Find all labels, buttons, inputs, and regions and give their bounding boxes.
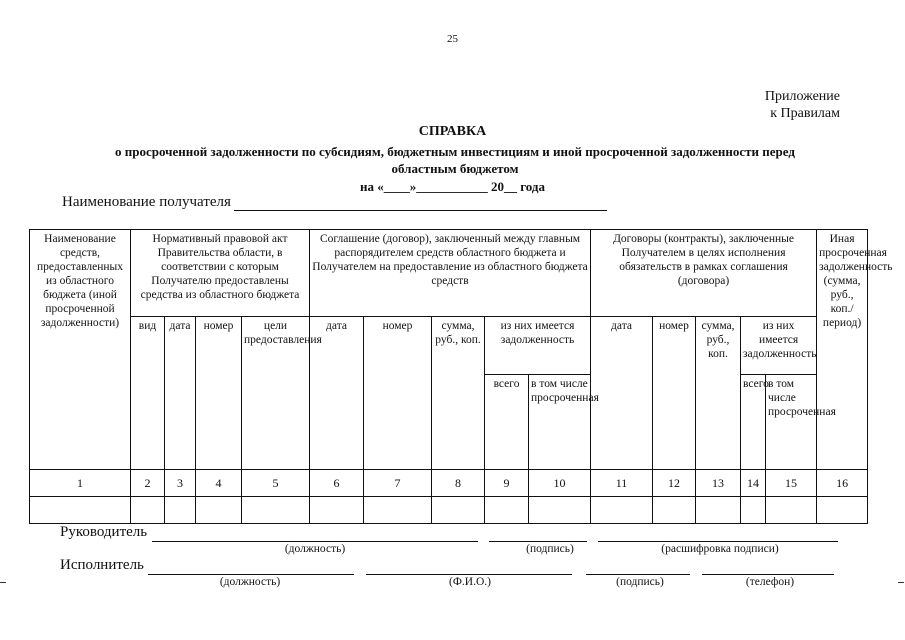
data-cell[interactable]	[165, 497, 196, 524]
executor-fullname-field[interactable]	[366, 574, 572, 575]
executor-phone-caption: (телефон)	[745, 576, 795, 588]
executor-position-caption: (должность)	[219, 576, 281, 588]
head-name-field[interactable]	[598, 541, 838, 542]
page-number: 25	[447, 33, 458, 45]
data-cell[interactable]	[485, 497, 529, 524]
column-number: 11	[591, 470, 653, 497]
column-number: 2	[131, 470, 165, 497]
column-number: 7	[364, 470, 432, 497]
data-cell[interactable]	[696, 497, 741, 524]
column-number: 6	[310, 470, 364, 497]
contracts-group-header: Договоры (контракты), заключенные Получателем в целях исполнения обязательств в рамках соглашения (договора)	[591, 230, 817, 317]
head-name-caption: (расшифровка подписи)	[661, 543, 779, 555]
recipient-label: Наименование получателя	[62, 194, 231, 210]
data-cell[interactable]	[653, 497, 696, 524]
head-label: Руководитель	[60, 524, 148, 540]
column-number: 9	[485, 470, 529, 497]
agreement-debt-total-header: всего	[485, 375, 529, 470]
data-cell[interactable]	[766, 497, 817, 524]
contract-debt-total-header: всего	[741, 375, 766, 470]
data-cell[interactable]	[529, 497, 591, 524]
act-purpose-header: цели предоставления	[242, 317, 310, 470]
agreement-date-header: дата	[310, 317, 364, 470]
document-subtitle: о просроченной задолженности по субсидиям, бюджетным инвестициям и иной просроченной задолженности перед областным бюджетом	[115, 144, 795, 176]
data-cell[interactable]	[817, 497, 868, 524]
column-number: 16	[817, 470, 868, 497]
data-cell[interactable]	[364, 497, 432, 524]
executor-fullname-caption: (Ф.И.О.)	[449, 576, 491, 588]
data-cell[interactable]	[741, 497, 766, 524]
executor-signature-field[interactable]	[586, 574, 690, 575]
column-number: 8	[432, 470, 485, 497]
table-row[interactable]	[30, 497, 868, 524]
act-type-header: вид	[131, 317, 165, 470]
executor-label: Исполнитель	[60, 557, 144, 573]
col-name-header: Наименование средств, предоставленных из областного бюджета (иной просроченной задолженности)	[30, 230, 131, 470]
column-number: 5	[242, 470, 310, 497]
data-cell[interactable]	[242, 497, 310, 524]
column-number: 15	[766, 470, 817, 497]
contract-debt-overdue-header: в том числе просроченная	[766, 375, 817, 470]
debt-table	[29, 229, 893, 524]
data-cell[interactable]	[310, 497, 364, 524]
column-number: 10	[529, 470, 591, 497]
contract-debt-header: из них имеется задолженность	[741, 317, 817, 375]
column-number: 1	[30, 470, 131, 497]
contract-sum-header: сумма, руб., коп.	[696, 317, 741, 470]
column-number: 12	[653, 470, 696, 497]
contract-number-header: номер	[653, 317, 696, 470]
column-numbers-row	[30, 470, 868, 497]
column-number: 4	[196, 470, 242, 497]
contract-date-header: дата	[591, 317, 653, 470]
crop-mark	[898, 582, 904, 583]
agreement-number-header: номер	[364, 317, 432, 470]
column-number: 14	[741, 470, 766, 497]
document-title: СПРАВКА	[418, 124, 487, 139]
data-cell[interactable]	[30, 497, 131, 524]
agreement-group-header: Соглашение (договор), заключенный между главным распорядителем средств областного бюджета и Получателем на предоставление из областного бюджета средств	[310, 230, 591, 317]
data-cell[interactable]	[591, 497, 653, 524]
column-number: 13	[696, 470, 741, 497]
data-cell[interactable]	[432, 497, 485, 524]
agreement-sum-header: сумма, руб., коп.	[432, 317, 485, 470]
recipient-field[interactable]	[234, 210, 607, 211]
head-position-caption: (должность)	[284, 543, 346, 555]
data-cell[interactable]	[196, 497, 242, 524]
other-debt-header: Иная просроченная задолженность (сумма, руб., коп./период)	[817, 230, 868, 470]
date-line: на «____»___________ 20__ года	[359, 179, 546, 194]
agreement-debt-overdue-header: в том числе просроченная	[529, 375, 591, 470]
crop-mark	[0, 582, 6, 583]
head-signature-caption: (подпись)	[526, 543, 574, 555]
data-cell[interactable]	[131, 497, 165, 524]
act-date-header: дата	[165, 317, 196, 470]
head-position-field[interactable]	[152, 541, 478, 542]
column-number: 3	[165, 470, 196, 497]
executor-position-field[interactable]	[148, 574, 354, 575]
appendix-note: Приложение к Правилам	[764, 89, 840, 121]
head-signature-field[interactable]	[489, 541, 587, 542]
agreement-debt-header: из них имеется задолженность	[485, 317, 591, 375]
act-group-header: Нормативный правовой акт Правительства области, в соответствии с которым Получателю предоставлены средства из областного бюджета	[131, 230, 310, 317]
act-number-header: номер	[196, 317, 242, 470]
executor-signature-caption: (подпись)	[616, 576, 664, 588]
executor-phone-field[interactable]	[702, 574, 834, 575]
